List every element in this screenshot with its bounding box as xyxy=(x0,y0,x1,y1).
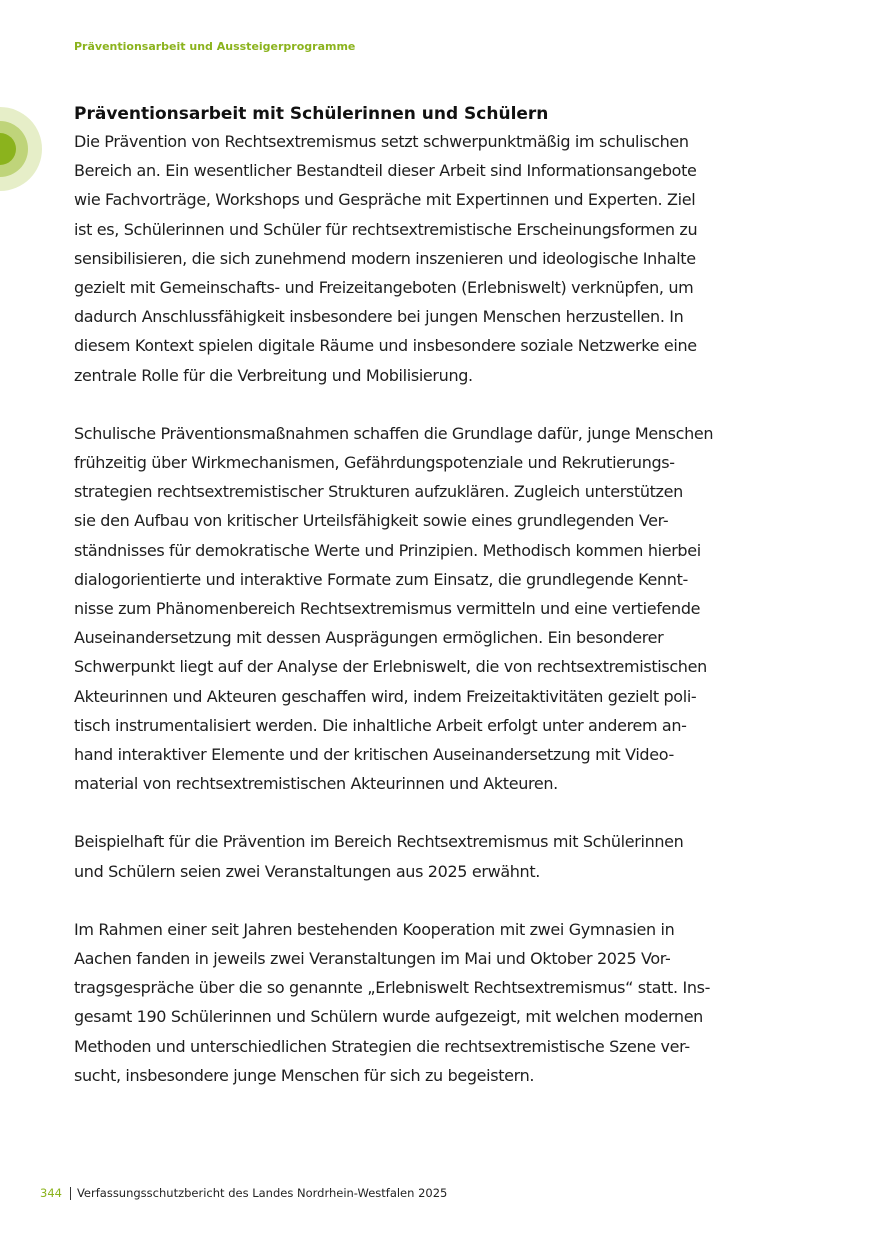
text-line: und Schülern seien zwei Veranstaltungen aus 2025 erwähnt. xyxy=(74,861,541,881)
paragraph xyxy=(74,127,804,390)
running-head: Präventionsarbeit und Aussteigerprogramme xyxy=(74,40,356,53)
main-content xyxy=(74,101,804,1119)
text-line: ist es, Schülerinnen und Schüler für rechtsextremistische Erscheinungsformen zu xyxy=(74,219,698,239)
text-line: sie den Aufbau von kritischer Urteilsfähigkeit sowie eines grundlegenden Ver- xyxy=(74,511,669,531)
text-line: wie Fachvorträge, Workshops und Gespräche mit Expertinnen und Experten. Ziel xyxy=(74,190,696,210)
text-line: Auseinandersetzung mit dessen Ausprägungen ermöglichen. Ein besonderer xyxy=(74,628,664,648)
text-line: tragsgespräche über die so genannte „Erlebniswelt Rechtsextremismus“ statt. Ins- xyxy=(74,978,711,998)
text-line: Im Rahmen einer seit Jahren bestehenden Kooperation mit zwei Gymnasien in xyxy=(74,919,675,939)
text-line: sensibilisieren, die sich zunehmend modern inszenieren und ideologische Inhalte xyxy=(74,248,696,268)
text-line: dadurch Anschlussfähigkeit insbesondere bei jungen Menschen herzustellen. In xyxy=(74,307,684,327)
text-line: frühzeitig über Wirkmechanismen, Gefährdungspotenziale und Rekrutierungs- xyxy=(74,453,675,473)
text-line: Aachen fanden in jeweils zwei Veranstaltungen im Mai und Oktober 2025 Vor- xyxy=(74,949,671,969)
paragraph xyxy=(74,915,804,1090)
decorative-circle-icon xyxy=(0,107,42,191)
text-line: Schwerpunkt liegt auf der Analyse der Erlebniswelt, die von rechtsextremistischen xyxy=(74,657,707,677)
text-line: strategien rechtsextremistischer Strukturen aufzuklären. Zugleich unterstützen xyxy=(74,482,683,502)
text-line: zentrale Rolle für die Verbreitung und Mobilisierung. xyxy=(74,365,473,385)
text-line: gezielt mit Gemeinschafts- und Freizeitangeboten (Erlebniswelt) verknüpfen, um xyxy=(74,278,694,298)
text-line: diesem Kontext spielen digitale Räume und insbesondere soziale Netzwerke eine xyxy=(74,336,697,356)
text-line: Bereich an. Ein wesentlicher Bestandteil dieser Arbeit sind Informationsangebote xyxy=(74,161,697,181)
publication-title: Verfassungsschutzbericht des Landes Nordrhein-Westfalen 2025 xyxy=(76,1186,448,1200)
text-line: material von rechtsextremistischen Akteurinnen und Akteuren. xyxy=(74,774,558,794)
body-text xyxy=(74,127,804,1090)
paragraph xyxy=(74,827,804,885)
text-line: sucht, insbesondere junge Menschen für sich zu begeistern. xyxy=(74,1065,535,1085)
section-title: Präventionsarbeit mit Schülerinnen und Schülern xyxy=(74,104,549,124)
text-line: Beispielhaft für die Prävention im Bereich Rechtsextremismus mit Schülerinnen xyxy=(74,832,684,852)
paragraph xyxy=(74,419,804,799)
text-line: tisch instrumentalisiert werden. Die inhaltliche Arbeit erfolgt unter anderem an- xyxy=(74,715,687,735)
text-line: hand interaktiver Elemente und der kritischen Auseinandersetzung mit Video- xyxy=(74,745,674,765)
text-line: ständnisses für demokratische Werte und Prinzipien. Methodisch kommen hierbei xyxy=(74,540,701,560)
page-footer xyxy=(40,1186,447,1200)
text-line: Schulische Präventionsmaßnahmen schaffen die Grundlage dafür, junge Menschen xyxy=(74,423,714,443)
text-line: dialogorientierte und interaktive Formate zum Einsatz, die grundlegende Kennt- xyxy=(74,569,688,589)
text-line: Die Prävention von Rechtsextremismus setzt schwerpunktmäßig im schulischen xyxy=(74,132,689,151)
text-line: Methoden und unterschiedlichen Strategien die rechtsextremistische Szene ver- xyxy=(74,1036,690,1056)
text-line: gesamt 190 Schülerinnen und Schülern wurde aufgezeigt, mit welchen modernen xyxy=(74,1007,703,1027)
text-line: Akteurinnen und Akteuren geschaffen wird, indem Freizeitaktivitäten gezielt poli- xyxy=(74,686,697,706)
page-number: 344 xyxy=(40,1186,62,1200)
footer-separator xyxy=(70,1187,71,1200)
text-line: nisse zum Phänomenbereich Rechtsextremismus vermitteln und eine vertiefende xyxy=(74,599,701,619)
